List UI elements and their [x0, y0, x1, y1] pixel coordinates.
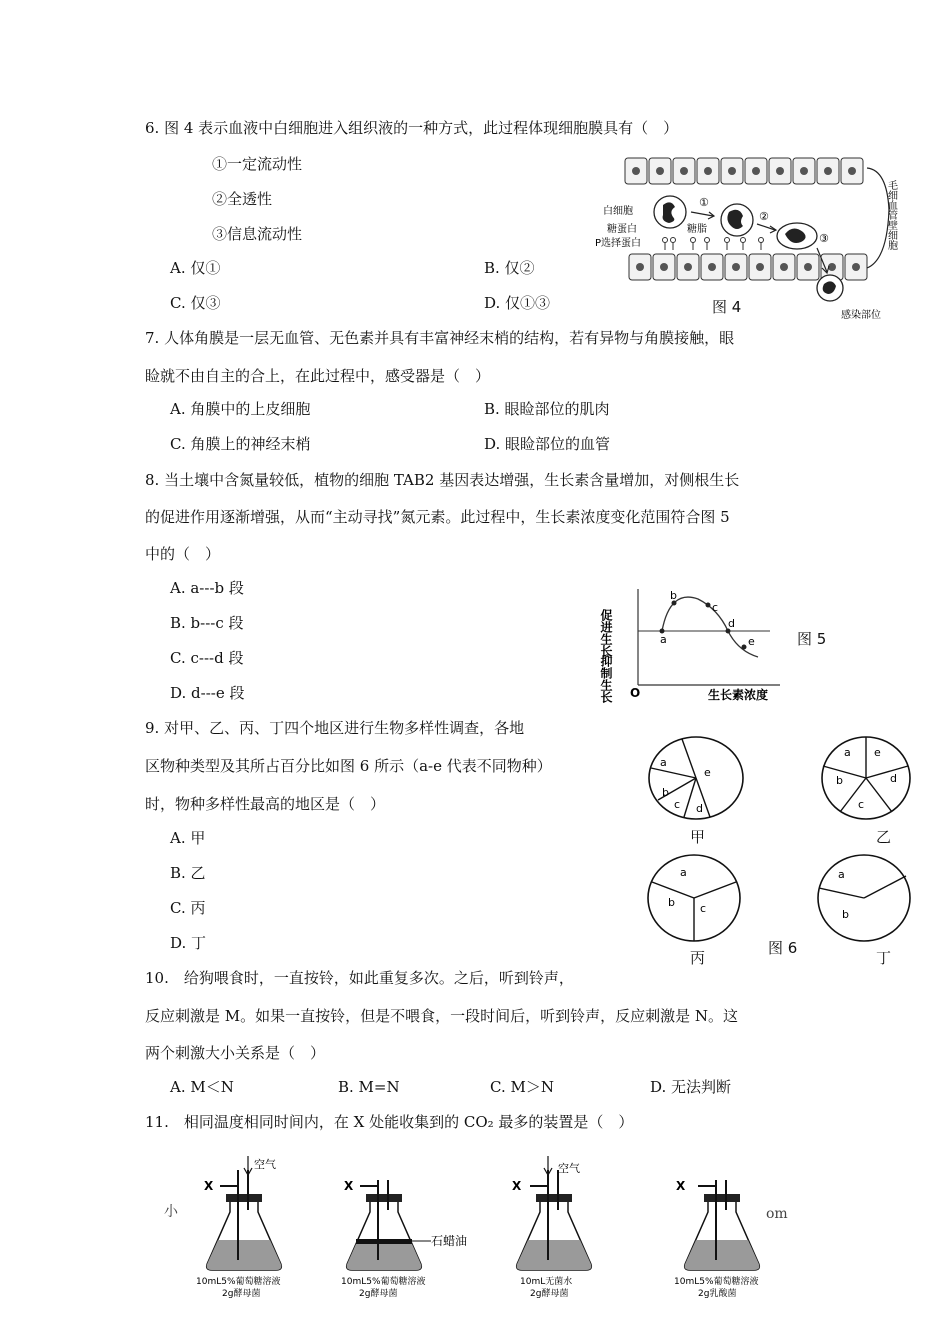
pie-jia — [646, 736, 746, 826]
flask-2-x-mark: X — [344, 1179, 354, 1193]
p-selectin-label: P选择蛋白 — [595, 238, 642, 249]
figure-6-caption: 图 6 — [768, 939, 798, 957]
point-a-label: a — [660, 633, 667, 646]
figure-5-caption: 图 5 — [797, 630, 827, 648]
white-blood-cells — [654, 196, 843, 301]
point-c-label: c — [712, 601, 719, 614]
y-bottom-label: 抑制生长 — [599, 655, 613, 703]
flask-4-organism-label: 2g乳酸菌 — [698, 1289, 737, 1299]
flask-3-solution-label: 10mL无菌水 — [520, 1277, 573, 1287]
flask-3-x-mark: X — [512, 1179, 522, 1193]
flask-4-solution-label: 10mL5%葡萄糖溶液 — [674, 1277, 759, 1287]
q10-stem-line-1: 10. 给狗喂食时，一直按铃，如此重复多次。之后，听到铃声， — [145, 969, 574, 987]
stray-mark-right: om — [766, 1206, 788, 1222]
pie-ding-name: 丁 — [876, 949, 892, 967]
q6-item-1: ①一定流动性 — [212, 155, 303, 173]
infection-site-label: 感染部位 — [841, 310, 881, 321]
receptor-marks — [663, 238, 764, 251]
pie-jia-slice-c: c — [674, 798, 681, 811]
q6-option-b[interactable]: B. 仅② — [484, 259, 535, 277]
pie-jia-slice-d: d — [696, 802, 703, 815]
q8-option-c[interactable]: C. c---d 段 — [170, 649, 244, 667]
point-b-label: b — [670, 589, 677, 602]
pie-jia-slice-b: b — [662, 786, 669, 799]
glycoprotein-label: 糖蛋白 — [607, 224, 637, 235]
paraffin-oil-label: 石蜡油 — [431, 1234, 468, 1248]
step-2-label: ② — [759, 210, 769, 223]
capillary-wall-label: 毛细血管壁细胞 — [885, 180, 897, 250]
q9-stem-line-3: 时，物种多样性最高的地区是（ ） — [145, 795, 386, 813]
pie-bing-slice-b: b — [668, 896, 675, 909]
flask-3-organism-label: 2g酵母菌 — [530, 1289, 569, 1299]
q7-option-d[interactable]: D. 眼睑部位的血管 — [484, 435, 611, 453]
figure-4-diagram — [595, 150, 900, 320]
q10-stem-line-3: 两个刺激大小关系是（ ） — [145, 1044, 326, 1062]
glycolipid-label: 糖脂 — [687, 224, 707, 235]
pie-jia-slice-a: a — [660, 756, 667, 769]
q10-option-b[interactable]: B. M=N — [338, 1078, 400, 1096]
pie-ding-slice-a: a — [838, 868, 845, 881]
flask-1-solution-label: 10mL5%葡萄糖溶液 — [196, 1277, 281, 1287]
white-cell-label: 白细胞 — [603, 206, 633, 217]
flask-1-air-label: 空气 — [254, 1158, 276, 1171]
step-3-label: ③ — [819, 232, 829, 245]
q6-option-c[interactable]: C. 仅③ — [170, 294, 221, 312]
pie-yi-slice-c: c — [858, 798, 865, 811]
q9-option-b[interactable]: B. 乙 — [170, 864, 206, 882]
q6-item-3: ③信息流动性 — [212, 225, 303, 243]
q9-stem-line-1: 9. 对甲、乙、丙、丁四个地区进行生物多样性调查，各地 — [145, 719, 525, 737]
q6-option-d[interactable]: D. 仅①③ — [484, 294, 551, 312]
q6-stem: 6. 图 4 表示血液中白细胞进入组织液的一种方式，此过程体现细胞膜具有（ ） — [145, 119, 679, 137]
pie-bing-slice-a: a — [680, 866, 687, 879]
pie-bing-name: 丙 — [690, 949, 706, 967]
pie-yi-slice-a: a — [844, 746, 851, 759]
q9-option-c[interactable]: C. 丙 — [170, 899, 206, 917]
origin-label: O — [630, 686, 641, 700]
q7-option-a[interactable]: A. 角膜中的上皮细胞 — [170, 400, 311, 418]
flask-4-x-mark: X — [676, 1179, 686, 1193]
q7-stem-line-1: 7. 人体角膜是一层无血管、无色素并具有丰富神经末梢的结构，若有异物与角膜接触，眼 — [145, 329, 735, 347]
q8-stem-line-3: 中的（ ） — [145, 545, 221, 563]
figure-4-caption: 图 4 — [712, 298, 742, 316]
q10-option-d[interactable]: D. 无法判断 — [650, 1078, 732, 1096]
pie-yi-name: 乙 — [876, 828, 892, 846]
point-d-label: d — [728, 617, 735, 630]
q8-option-d[interactable]: D. d---e 段 — [170, 684, 245, 702]
flask-1-organism-label: 2g酵母菌 — [222, 1289, 261, 1299]
point-e-label: e — [748, 635, 755, 648]
q11-stem: 11. 相同温度相同时间内，在 X 处能收集到的 CO₂ 最多的装置是（ ） — [145, 1113, 634, 1131]
q9-option-d[interactable]: D. 丁 — [170, 934, 207, 952]
pie-yi — [820, 736, 916, 826]
flask-2-yeast-paraffin — [335, 1150, 475, 1310]
pie-ding — [816, 854, 916, 946]
stray-mark-left: 小 — [164, 1204, 178, 1220]
pie-jia-name: 甲 — [690, 828, 706, 846]
step-1-label: ① — [699, 196, 709, 209]
flask-1-yeast-glucose — [190, 1150, 300, 1310]
flask-4-lactic-bacteria — [668, 1150, 778, 1310]
q10-stem-line-2: 反应刺激是 M。如果一直按铃，但是不喂食，一段时间后，听到铃声，反应刺激是 N。这 — [145, 1007, 739, 1025]
q6-item-2: ②全透性 — [212, 190, 273, 208]
x-axis-label: 生长素浓度 — [708, 688, 769, 702]
flask-2-solution-label: 10mL5%葡萄糖溶液 — [341, 1277, 426, 1287]
pie-ding-slice-b: b — [842, 908, 849, 921]
pie-bing — [646, 854, 746, 946]
q8-stem-line-1: 8. 当土壤中含氮量较低，植物的细胞 TAB2 基因表达增强，生长素含量增加，对侧根生长 — [145, 471, 740, 489]
y-top-label: 促进生长 — [599, 609, 613, 657]
q8-stem-line-2: 的促进作用逐渐增强，从而“主动寻找”氮元素。此过程中，生长素浓度变化范围符合图 5 — [145, 508, 730, 526]
flask-3-sterile-water — [500, 1150, 610, 1310]
q10-option-a[interactable]: A. M＜N — [170, 1078, 234, 1096]
pie-jia-slice-e: e — [704, 766, 711, 779]
figure-5-curve-chart — [600, 585, 790, 705]
q9-option-a[interactable]: A. 甲 — [170, 829, 206, 847]
q6-option-a[interactable]: A. 仅① — [170, 259, 221, 277]
q7-stem-line-2: 睑就不由自主的合上，在此过程中，感受器是（ ） — [145, 367, 491, 385]
q7-option-c[interactable]: C. 角膜上的神经末梢 — [170, 435, 311, 453]
q8-option-b[interactable]: B. b---c 段 — [170, 614, 244, 632]
q10-option-c[interactable]: C. M＞N — [490, 1078, 554, 1096]
q8-option-a[interactable]: A. a---b 段 — [170, 579, 244, 597]
q9-stem-line-2: 区物种类型及其所占百分比如图 6 所示（a-e 代表不同物种） — [145, 757, 552, 775]
q7-option-b[interactable]: B. 眼睑部位的肌肉 — [484, 400, 610, 418]
pie-yi-slice-b: b — [836, 774, 843, 787]
flask-3-air-label: 空气 — [558, 1162, 580, 1175]
pie-yi-slice-d: d — [890, 772, 897, 785]
pie-yi-slice-e: e — [874, 746, 881, 759]
pie-bing-slice-c: c — [700, 902, 707, 915]
flask-1-x-mark: X — [204, 1179, 214, 1193]
flask-2-organism-label: 2g酵母菌 — [359, 1289, 398, 1299]
